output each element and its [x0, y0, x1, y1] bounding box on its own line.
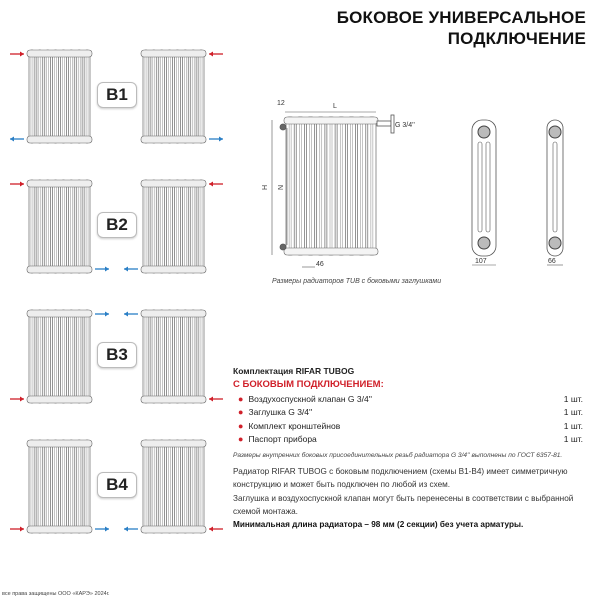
return-arrow-icon	[124, 267, 138, 272]
dim-offset: 12	[277, 100, 285, 107]
return-arrow-icon	[95, 267, 109, 272]
return-arrow-icon	[124, 527, 138, 532]
return-arrow-icon	[95, 312, 109, 317]
dim-thread: G 3/4''	[395, 122, 415, 129]
supply-arrow-icon	[209, 397, 223, 402]
radiator-left	[27, 50, 92, 143]
radiator-right	[141, 310, 206, 403]
scheme-label: B3	[97, 342, 137, 368]
dim-length: L	[333, 103, 337, 110]
bullet-icon: ●	[238, 434, 244, 445]
kit-item-qty: 1 шт.	[563, 407, 583, 418]
scheme-label: B4	[97, 472, 137, 498]
dimension-drawing	[245, 95, 600, 275]
kit-item-qty: 1 шт.	[563, 434, 583, 445]
supply-arrow-icon	[10, 182, 24, 187]
kit-subheading: С БОКОВЫМ ПОДКЛЮЧЕНИЕМ:	[233, 379, 384, 390]
scheme-b2	[0, 175, 240, 285]
dim-axis: N	[278, 184, 285, 190]
return-arrow-icon	[95, 527, 109, 532]
kit-heading: Комплектация RIFAR TUBOG	[233, 366, 355, 376]
kit-item-qty: 1 шт.	[563, 420, 583, 431]
supply-arrow-icon	[209, 52, 223, 57]
dim-pitch: 46	[316, 261, 324, 268]
dim-depth-front: 107	[475, 258, 487, 265]
kit-item: ● Заглушка G 3/4'' 1 шт.	[238, 407, 583, 418]
supply-arrow-icon	[209, 527, 223, 532]
kit-item: ● Комплект кронштейнов 1 шт.	[238, 420, 583, 431]
drawing-caption: Размеры радиаторов TUB с боковыми заглушками	[272, 278, 442, 285]
supply-arrow-icon	[10, 52, 24, 57]
radiator-left	[27, 180, 92, 273]
dim-height: H	[262, 184, 269, 190]
return-arrow-icon	[209, 137, 223, 142]
radiator-left	[27, 310, 92, 403]
bullet-icon: ●	[238, 420, 244, 431]
scheme-label: B2	[97, 212, 137, 238]
scheme-b3	[0, 305, 240, 415]
page-title: БОКОВОЕ УНИВЕРСАЛЬНОЕ ПОДКЛЮЧЕНИЕ	[336, 8, 586, 48]
radiator-right	[141, 50, 206, 143]
radiator-right	[141, 440, 206, 533]
return-arrow-icon	[124, 312, 138, 317]
kit-item: ● Паспорт прибора 1 шт.	[238, 434, 583, 445]
kit-section	[233, 366, 583, 459]
description: Радиатор RIFAR TUBOG с боковым подключением (схемы B1-B4) имеет симметричную конструкцию и может быть подключен по любой из схем. Заглушка и воздухоспускной клапан могут быть перенесены в соответствии с выбранной схемой монтажа. Минимальная длина радиатора – 98 мм (2 секции) без учета арматуры.	[233, 467, 574, 530]
kit-item: ● Воздухоспускной клапан G 3/4'' 1 шт.	[238, 393, 583, 404]
dim-depth-side: 66	[548, 258, 556, 265]
supply-arrow-icon	[209, 182, 223, 187]
bullet-icon: ●	[238, 407, 244, 418]
scheme-label: B1	[97, 82, 137, 108]
kit-note: Размеры внутренних боковых присоединительных резьб радиатора G 3/4'' выполнены по ГОСТ 6357-81.	[233, 452, 563, 459]
copyright: все права защищены ООО «КАРЭ» 2024г.	[2, 591, 110, 597]
scheme-b4	[0, 435, 240, 545]
bullet-icon: ●	[238, 393, 244, 404]
return-arrow-icon	[10, 137, 24, 142]
scheme-b1	[0, 45, 240, 155]
supply-arrow-icon	[10, 527, 24, 532]
kit-item-qty: 1 шт.	[563, 393, 583, 404]
radiator-left	[27, 440, 92, 533]
supply-arrow-icon	[10, 397, 24, 402]
radiator-right	[141, 180, 206, 273]
